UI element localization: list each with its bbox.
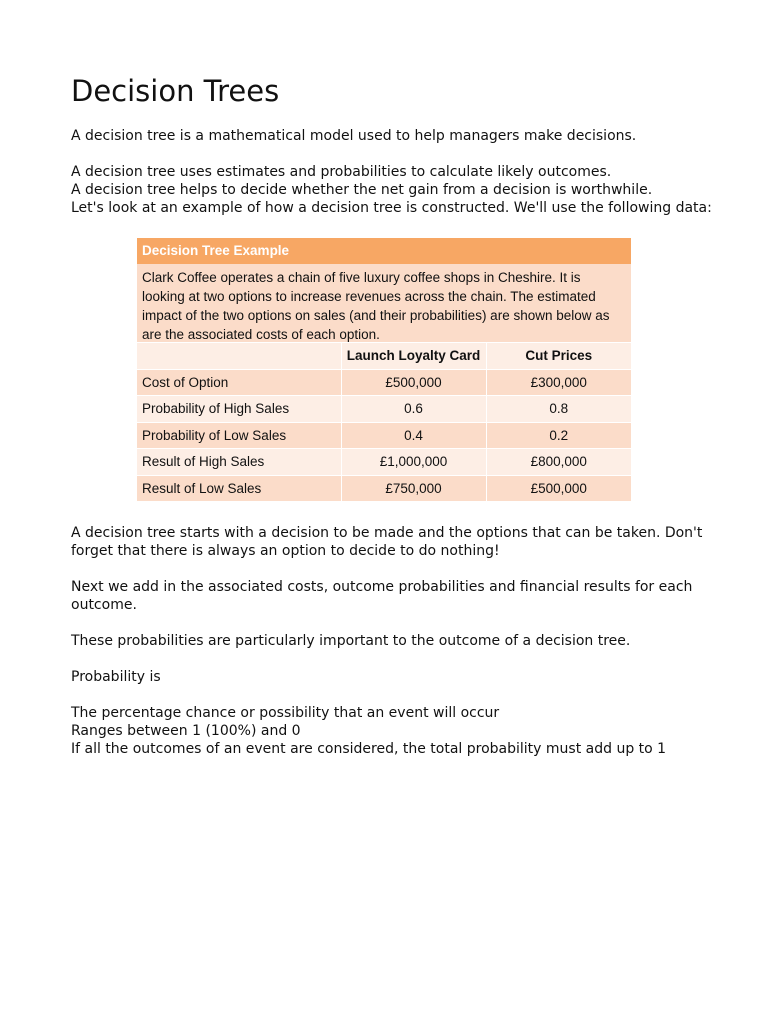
header-cell-loyalty-card: Launch Loyalty Card (341, 343, 486, 370)
table-title: Decision Tree Example (137, 238, 631, 264)
probability-point: If all the outcomes of an event are considered, the total probability must add up to 1 (71, 741, 667, 757)
text-line: forget that there is always an option to decide to do nothing! (71, 543, 500, 559)
cell-value: 0.2 (486, 422, 631, 449)
table-row (137, 475, 631, 501)
next-paragraph (71, 578, 692, 614)
explanation-paragraph (71, 163, 712, 217)
page-title: Decision Trees (71, 74, 280, 108)
cell-value: £800,000 (486, 449, 631, 476)
table-row (137, 396, 631, 423)
cell-value: 0.4 (341, 422, 486, 449)
intro-paragraph: A decision tree is a mathematical model used to help managers make decisions. (71, 128, 637, 144)
data-table (137, 342, 631, 501)
probability-label: Probability is (71, 669, 161, 685)
cell-value: £300,000 (486, 369, 631, 396)
importance-paragraph: These probabilities are particularly important to the outcome of a decision tree. (71, 633, 631, 649)
decision-tree-example-table (137, 238, 631, 501)
text-line: Next we add in the associated costs, outcome probabilities and financial results for each (71, 579, 693, 595)
cell-value: 0.8 (486, 396, 631, 423)
cell-value: £750,000 (341, 475, 486, 501)
text-line: A decision tree starts with a decision to be made and the options that can be taken. Don't (71, 525, 703, 541)
header-cell-empty (137, 343, 341, 370)
row-label: Probability of High Sales (137, 396, 341, 423)
text-line: Let's look at an example of how a decision tree is constructed. We'll use the following data: (71, 200, 712, 216)
header-cell-cut-prices: Cut Prices (486, 343, 631, 370)
start-paragraph (71, 524, 702, 560)
row-label: Cost of Option (137, 369, 341, 396)
cell-value: 0.6 (341, 396, 486, 423)
probability-points (71, 704, 666, 758)
cell-value: £1,000,000 (341, 449, 486, 476)
row-label: Probability of Low Sales (137, 422, 341, 449)
text-line: outcome. (71, 597, 137, 613)
cell-value: £500,000 (486, 475, 631, 501)
cell-value: £500,000 (341, 369, 486, 396)
table-row (137, 449, 631, 476)
table-row (137, 422, 631, 449)
text-line: A decision tree helps to decide whether the net gain from a decision is worthwhile. (71, 182, 653, 198)
row-label: Result of High Sales (137, 449, 341, 476)
table-row (137, 369, 631, 396)
row-label: Result of Low Sales (137, 475, 341, 501)
text-line: A decision tree uses estimates and probabilities to calculate likely outcomes. (71, 164, 612, 180)
table-header-row (137, 343, 631, 370)
table-description: Clark Coffee operates a chain of five luxury coffee shops in Cheshire. It is looking at two options to increase revenues across the chain. The estimated impact of the two options on sales (and their probabilities) are shown below as are the associated costs of each option. (137, 264, 631, 342)
probability-point: The percentage chance or possibility that an event will occur (71, 705, 500, 721)
probability-point: Ranges between 1 (100%) and 0 (71, 723, 301, 739)
